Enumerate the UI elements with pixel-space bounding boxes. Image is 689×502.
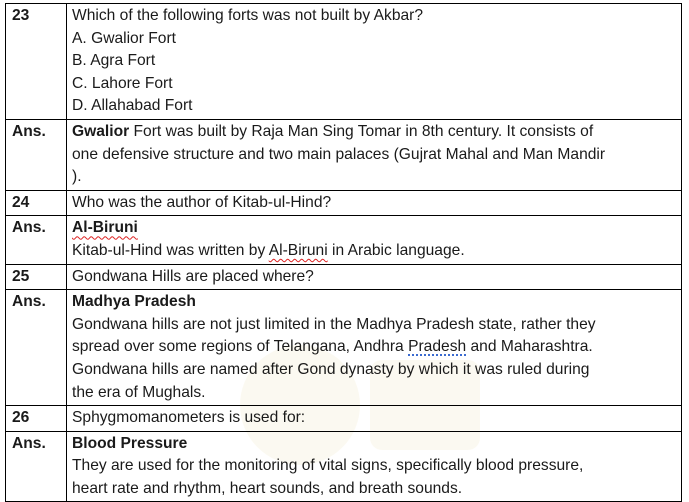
answer-name: Al-Biruni [268, 241, 328, 259]
question-text: Sphygmomanometers is used for: [72, 409, 306, 427]
question-row [6, 406, 682, 432]
answer-text: and Maharashtra. [466, 338, 593, 356]
answer-label: Ans. [6, 119, 67, 190]
question-number: 23 [6, 4, 67, 120]
option-d: D. Allahabad Fort [72, 97, 193, 115]
answer-cell [67, 290, 682, 406]
answer-text: in Arabic language. [327, 241, 465, 259]
option-a: A. Gwalior Fort [72, 29, 176, 47]
question-number: 24 [6, 190, 67, 216]
answer-row [6, 431, 682, 502]
answer-label: Ans. [6, 216, 67, 264]
answer-text: heart rate and rhythm, heart sounds, and breath sounds. [72, 479, 463, 497]
answer-text: the era of Mughals. [72, 383, 206, 401]
answer-text: ). [72, 168, 82, 186]
question-cell [67, 4, 682, 120]
answer-text: Fort was built by Raja Man Sing Tomar in 8th century. It consists of [129, 122, 594, 140]
answer-text: spread over some regions of Telangana, Andhra [72, 338, 409, 356]
answer-cell [67, 431, 682, 502]
answer-text: Gondwana hills are not just limited in the Madhya Pradesh state, rather they [72, 315, 596, 333]
option-b: B. Agra Fort [72, 52, 156, 70]
answer-keyword: Al-Biruni [72, 219, 138, 237]
question-text: Who was the author of Kitab-ul-Hind? [72, 193, 332, 211]
answer-keyword: Madhya Pradesh [72, 293, 196, 311]
answer-text: one defensive structure and two main palaces (Gujrat Mahal and Man Mandir [72, 145, 606, 163]
question-text: Gondwana Hills are placed where? [72, 267, 314, 285]
question-number: 25 [6, 264, 67, 290]
question-row [6, 4, 682, 120]
question-number: 26 [6, 406, 67, 432]
answer-row [6, 119, 682, 190]
answer-row [6, 216, 682, 264]
answer-label: Ans. [6, 290, 67, 406]
answer-keyword: Blood Pressure [72, 434, 188, 452]
question-row [6, 190, 682, 216]
answer-cell [67, 216, 682, 264]
answer-cell [67, 119, 682, 190]
answer-name: Pradesh [408, 338, 467, 356]
answer-text: Gondwana hills are named after Gond dynasty by which it was ruled during [72, 360, 590, 378]
answer-text: They are used for the monitoring of vital signs, specifically blood pressure, [72, 457, 584, 475]
question-cell [67, 190, 682, 216]
question-row [6, 264, 682, 290]
answer-text: Kitab-ul-Hind was written by [72, 241, 269, 259]
answer-label: Ans. [6, 431, 67, 502]
answer-keyword: Gwalior [72, 122, 130, 140]
question-cell [67, 406, 682, 432]
option-c: C. Lahore Fort [72, 74, 173, 92]
question-cell [67, 264, 682, 290]
answer-row [6, 290, 682, 406]
qa-table [5, 3, 682, 502]
question-text: Which of the following forts was not built by Akbar? [72, 7, 424, 24]
